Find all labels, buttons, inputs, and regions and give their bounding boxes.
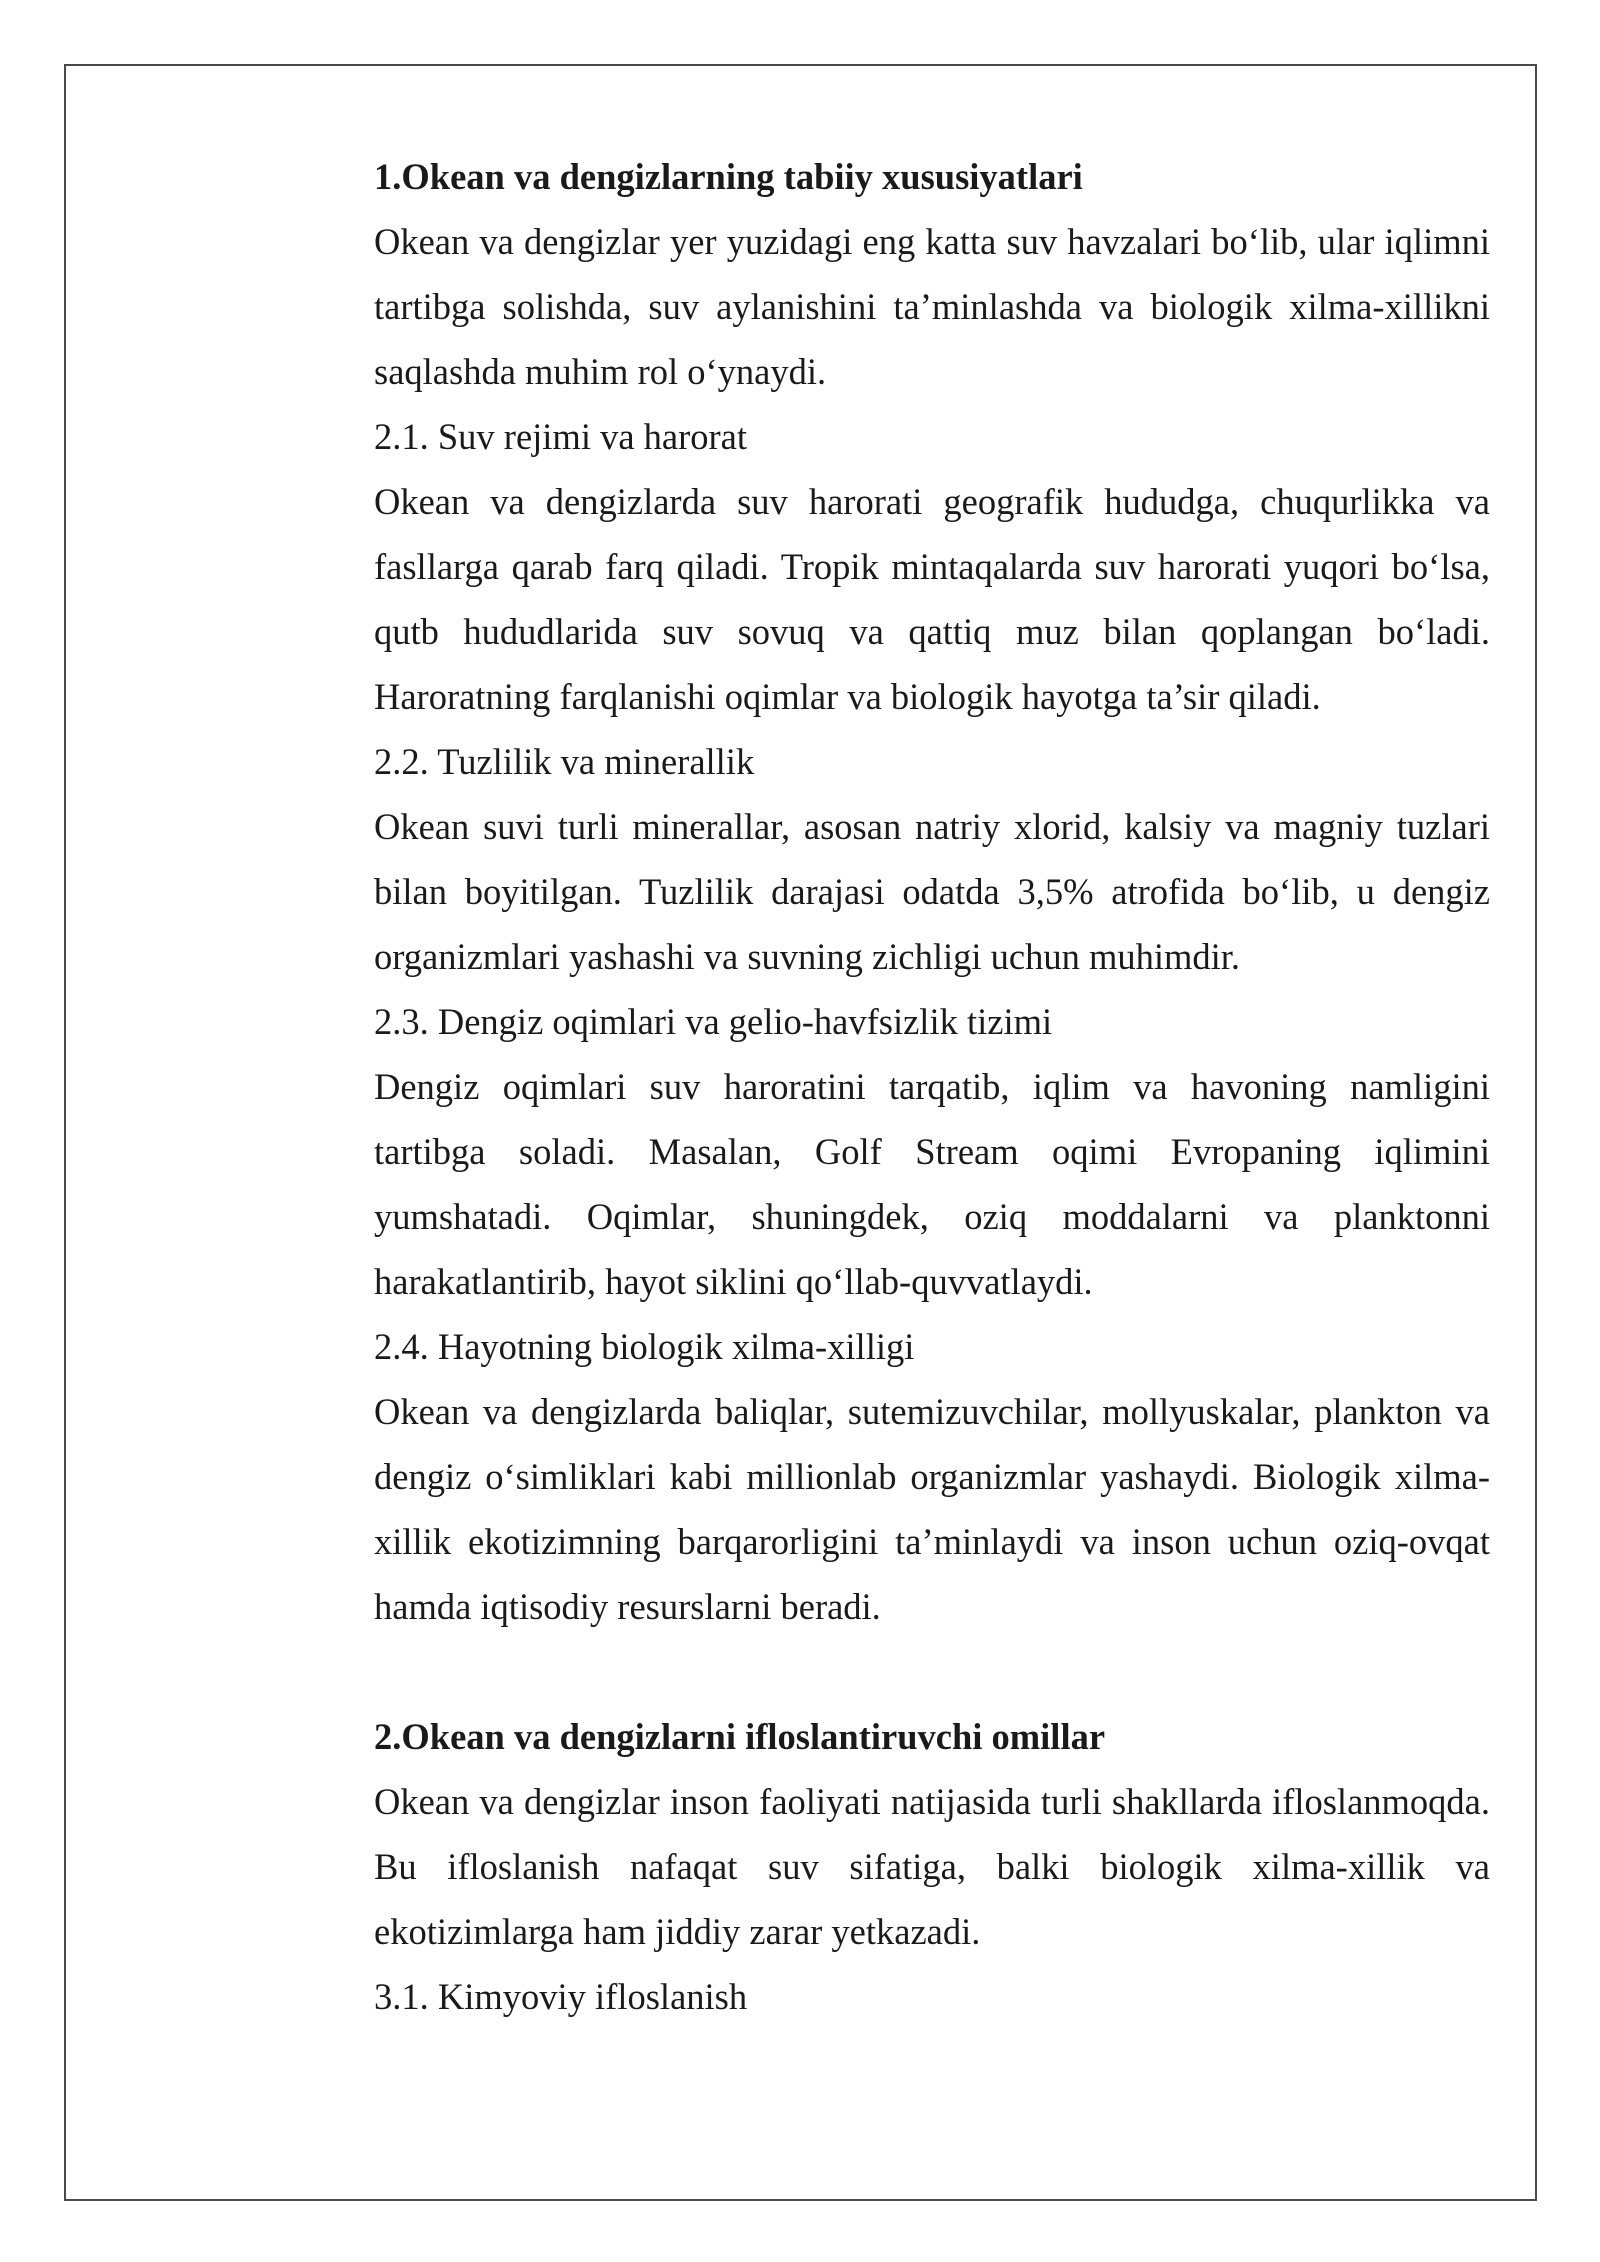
subsection-2-1-title: 2.1. Suv rejimi va harorat [374,416,748,457]
subsection-2-3-title: 2.3. Dengiz oqimlari va gelio-havfsizlik tizimi [374,1001,1053,1042]
section-1-heading: 1.Okean va dengizlarning tabiiy xususiyatlari [374,156,1083,197]
subsection-2-3-text: Dengiz oqimlari suv haroratini tarqatib, iqlim va havoning namligini tartibga soladi. Masalan, Golf Stream oqimi Evropaning iqlimini yumshatadi. Oqimlar, shuningdek, oziq moddalarni va planktonni harakatlantirib, hayot siklini qo‘llab-quvvatlaydi. [374,1066,1490,1302]
document-body [374,144,1490,2029]
subsection-2-4-text: Okean va dengizlarda baliqlar, sutemizuvchilar, mollyuskalar, plankton va dengiz o‘simliklari kabi millionlab organizmlar yashaydi. Biologik xilma-xillik ekotizimning barqarorligini ta’minlaydi va inson uchun oziq-ovqat hamda iqtisodiy resurslarni beradi. [374,1391,1490,1627]
section-1-intro: Okean va dengizlar yer yuzidagi eng katta suv havzalari bo‘lib, ular iqlimni tartibga solishda, suv aylanishini ta’minlashda va biologik xilma-xillikni saqlashda muhim rol o‘ynaydi. [374,221,1490,392]
subsection-2-2-text: Okean suvi turli minerallar, asosan natriy xlorid, kalsiy va magniy tuzlari bilan boyitilgan. Tuzlilik darajasi odatda 3,5% atrofida bo‘lib, u dengiz organizmlari yashashi va suvning zichligi uchun muhimdir. [374,806,1490,977]
subsection-3-1-title: 3.1. Kimyoviy ifloslanish [374,1976,748,2017]
section-2-intro: Okean va dengizlar inson faoliyati natijasida turli shakllarda ifloslanmoqda. Bu ifloslanish nafaqat suv sifatiga, balki biologik xilma-xillik va ekotizimlarga ham jiddiy zarar yetkazadi. [374,1781,1490,1952]
section-2-heading: 2.Okean va dengizlarni ifloslantiruvchi omillar [374,1716,1106,1757]
subsection-2-2-title: 2.2. Tuzlilik va minerallik [374,741,755,782]
paragraph-gap [374,1639,1490,1704]
subsection-2-4-title: 2.4. Hayotning biologik xilma-xilligi [374,1326,915,1367]
subsection-2-1-text: Okean va dengizlarda suv harorati geografik hududga, chuqurlikka va fasllarga qarab farq qiladi. Tropik mintaqalarda suv harorati yuqori bo‘lsa, qutb hududlarida suv sovuq va qattiq muz bilan qoplangan bo‘ladi. Haroratning farqlanishi oqimlar va biologik hayotga ta’sir qiladi. [374,481,1490,717]
